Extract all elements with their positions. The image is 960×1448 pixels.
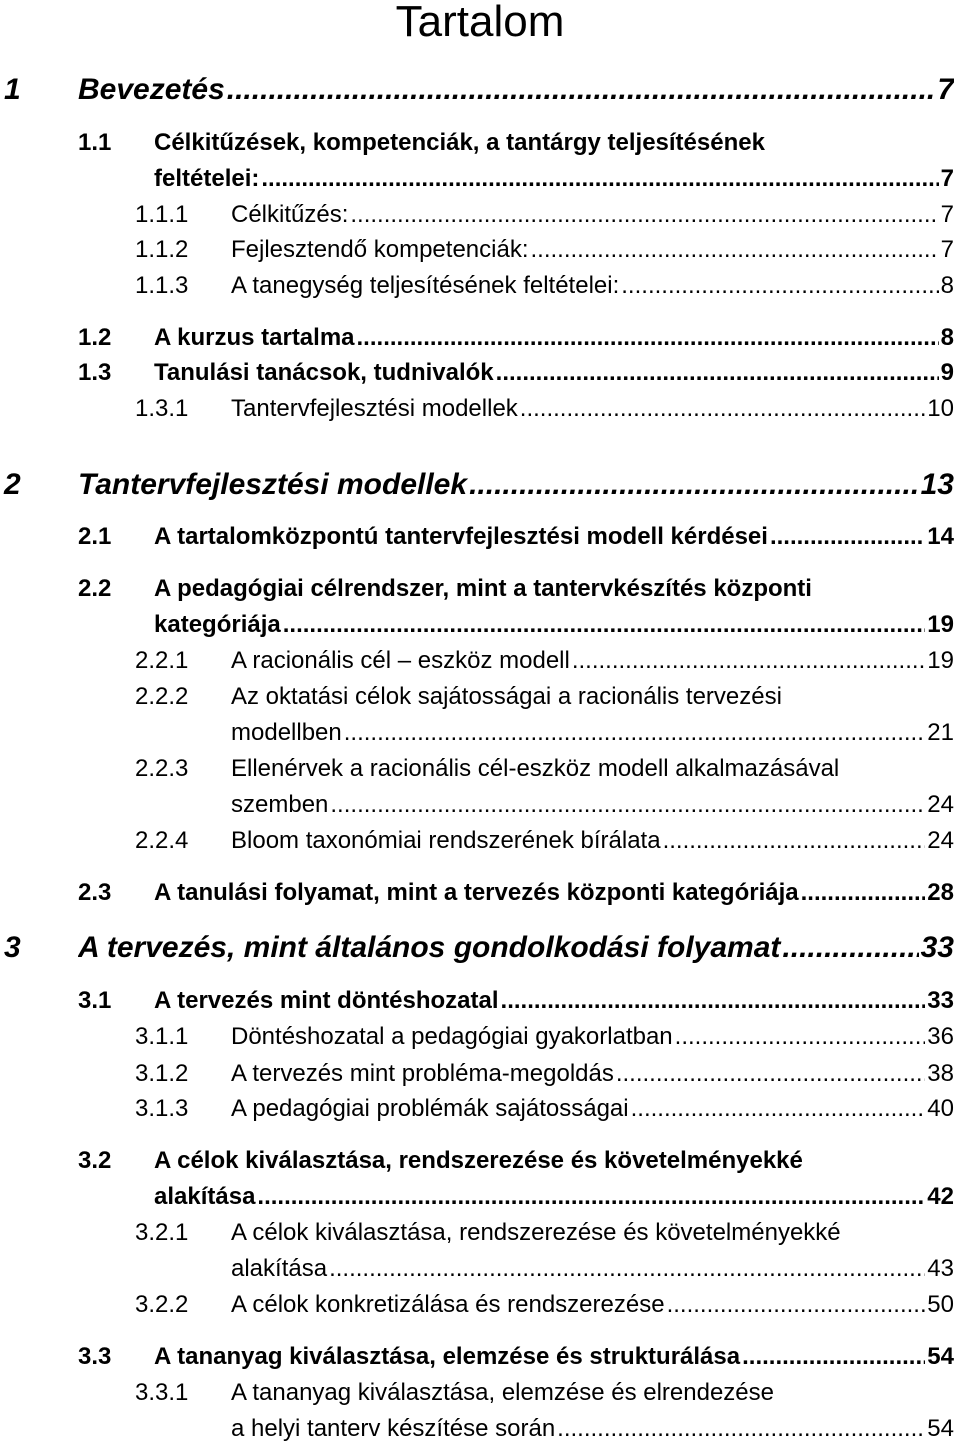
toc-entry-page: 10 xyxy=(927,395,954,422)
toc-entry-line xyxy=(231,393,954,425)
toc-entry-page: 54 xyxy=(927,1415,954,1442)
dot-leader xyxy=(501,985,926,1017)
toc-entry-number: 2 xyxy=(4,468,21,501)
toc-entry-line xyxy=(154,1181,954,1213)
toc-entry-page: 50 xyxy=(927,1291,954,1318)
toc-entry-title: alakítása xyxy=(231,1255,328,1282)
toc-entry-number: 1.1.3 xyxy=(135,272,189,299)
toc-entry-number: 1.1 xyxy=(78,129,112,156)
toc-entry-line xyxy=(154,521,954,553)
toc-entry-number: 3.2.2 xyxy=(135,1291,189,1318)
toc-entry-line xyxy=(78,465,954,505)
toc-entry-line xyxy=(231,1093,954,1125)
dot-leader xyxy=(616,1058,925,1090)
toc-entry-page: 24 xyxy=(927,827,954,854)
toc-entry-number: 2.2.2 xyxy=(135,683,189,710)
toc-entry-page: 42 xyxy=(927,1183,954,1210)
toc-entry-title: Célkitűzés: xyxy=(231,201,349,228)
dot-leader xyxy=(257,1181,925,1213)
toc-entry-number: 1 xyxy=(4,73,21,106)
toc-entry-line xyxy=(154,877,954,909)
toc-entry-page: 38 xyxy=(927,1060,954,1087)
toc-entry-page: 19 xyxy=(927,611,954,638)
toc-entry-title-first-line: Az oktatási célok sajátosságai a racionális tervezési xyxy=(231,683,782,710)
toc-entry-number: 3.3.1 xyxy=(135,1379,189,1406)
toc-entry-title-first-line: Célkitűzések, kompetenciák, a tantárgy teljesítésének xyxy=(154,129,765,156)
toc-entry-page: 7 xyxy=(940,236,954,263)
dot-leader xyxy=(631,1093,926,1125)
toc-entry-number: 3.2 xyxy=(78,1147,112,1174)
dot-leader xyxy=(469,465,919,505)
toc-entry-title: Fejlesztendő kompetenciák: xyxy=(231,236,529,263)
dot-leader xyxy=(227,70,936,110)
toc-entry-page: 21 xyxy=(927,719,954,746)
toc-entry-title: A kurzus tartalma xyxy=(154,324,355,351)
toc-entry-line xyxy=(154,163,954,195)
toc-entry-number: 3.2.1 xyxy=(135,1219,189,1246)
dot-leader xyxy=(770,521,925,553)
toc-entry-line xyxy=(231,717,954,749)
toc-entry-number: 3.3 xyxy=(78,1343,112,1370)
toc-entry-page: 8 xyxy=(940,272,954,299)
dot-leader xyxy=(557,1413,925,1445)
toc-entry-title: modellben xyxy=(231,719,342,746)
dot-leader xyxy=(329,1253,925,1285)
toc-entry-page: 54 xyxy=(927,1343,954,1370)
toc-entry-line xyxy=(154,985,954,1017)
dot-leader xyxy=(357,322,939,354)
toc-entry-title: alakítása xyxy=(154,1183,256,1210)
toc-entry-page: 7 xyxy=(940,165,954,192)
toc-entry-line xyxy=(154,322,954,354)
toc-entry-line xyxy=(231,234,954,266)
dot-leader xyxy=(675,1021,926,1053)
toc-entry-number: 3.1.3 xyxy=(135,1095,189,1122)
toc-entry-line xyxy=(231,825,954,857)
toc-entry-title: feltételei: xyxy=(154,165,260,192)
toc-entry-page: 14 xyxy=(927,523,954,550)
toc-entry-title: A tananyag kiválasztása, elemzése és strukturálása xyxy=(154,1343,741,1370)
toc-entry-title: A pedagógiai problémák sajátosságai xyxy=(231,1095,629,1122)
toc-entry-title-first-line: A pedagógiai célrendszer, mint a tantervkészítés központi xyxy=(154,575,812,602)
toc-entry-number: 2.1 xyxy=(78,523,112,550)
toc-entry-number: 1.3.1 xyxy=(135,395,189,422)
dot-leader xyxy=(572,645,925,677)
toc-entry-title: szemben xyxy=(231,791,329,818)
toc-entry-page: 9 xyxy=(940,359,954,386)
toc-entry-number: 2.2.3 xyxy=(135,755,189,782)
toc-entry-line xyxy=(231,1413,954,1445)
toc-entry-title-first-line: A célok kiválasztása, rendszerezése és követelményekké xyxy=(231,1219,841,1246)
toc-entry-number: 3 xyxy=(4,931,21,964)
toc-entry-line xyxy=(231,270,954,302)
toc-entry-number: 3.1 xyxy=(78,987,112,1014)
toc-entry-page: 19 xyxy=(927,647,954,674)
dot-leader xyxy=(621,270,938,302)
toc-entry-title: Bloom taxonómiai rendszerének bírálata xyxy=(231,827,661,854)
toc-entry-title-first-line: A célok kiválasztása, rendszerezése és követelményekké xyxy=(154,1147,803,1174)
toc-entry-line xyxy=(154,357,954,389)
dot-leader xyxy=(801,877,926,909)
toc-entry-number: 2.2.1 xyxy=(135,647,189,674)
toc-entry-page: 40 xyxy=(927,1095,954,1122)
dot-leader xyxy=(742,1341,925,1373)
toc-entry-page: 13 xyxy=(920,468,954,501)
dot-leader xyxy=(663,825,926,857)
toc-entry-title: Tantervfejlesztési modellek xyxy=(78,468,468,501)
toc-entry-title: A tervezés, mint általános gondolkodási folyamat xyxy=(78,931,781,964)
toc-entry-title: Döntéshozatal a pedagógiai gyakorlatban xyxy=(231,1023,673,1050)
toc-entry-number: 2.2 xyxy=(78,575,112,602)
toc-entry-line xyxy=(231,789,954,821)
toc-entry-page: 8 xyxy=(940,324,954,351)
toc-entry-number: 2.3 xyxy=(78,879,112,906)
toc-entry-number: 3.1.2 xyxy=(135,1060,189,1087)
toc-entry-line xyxy=(231,1058,954,1090)
toc-entry-page: 7 xyxy=(937,73,954,106)
toc-entry-number: 3.1.1 xyxy=(135,1023,189,1050)
toc-entry-page: 28 xyxy=(927,879,954,906)
dot-leader xyxy=(261,163,938,195)
toc-entry-line xyxy=(231,1289,954,1321)
toc-entry-title: Bevezetés xyxy=(78,73,225,106)
toc-entry-title: A tanulási folyamat, mint a tervezés központi kategóriája xyxy=(154,879,799,906)
toc-entry-line xyxy=(231,199,954,231)
toc-entry-line xyxy=(78,928,954,968)
toc-entry-line xyxy=(154,1341,954,1373)
toc-entry-number: 2.2.4 xyxy=(135,827,189,854)
dot-leader xyxy=(496,357,939,389)
toc-entry-line xyxy=(231,1021,954,1053)
toc-entry-title: A racionális cél – eszköz modell xyxy=(231,647,570,674)
toc-entry-page: 33 xyxy=(927,987,954,1014)
toc-entry-title-first-line: Ellenérvek a racionális cél-eszköz modell alkalmazásával xyxy=(231,755,840,782)
toc-entry-line xyxy=(231,1253,954,1285)
toc-entry-title-first-line: A tananyag kiválasztása, elemzése és elrendezése xyxy=(231,1379,774,1406)
toc-entry-page: 33 xyxy=(920,931,954,964)
toc-entry-title: Tantervfejlesztési modellek xyxy=(231,395,518,422)
dot-leader xyxy=(667,1289,926,1321)
toc-entry-title: Tanulási tanácsok, tudnivalók xyxy=(154,359,494,386)
page-title: Tartalom xyxy=(395,0,565,46)
toc-entry-title: A célok konkretizálása és rendszerezése xyxy=(231,1291,665,1318)
toc-entry-number: 1.1.2 xyxy=(135,236,189,263)
toc-entry-title: A tervezés mint probléma-megoldás xyxy=(231,1060,614,1087)
dot-leader xyxy=(344,717,926,749)
dot-leader xyxy=(350,199,938,231)
toc-entry-title: A tervezés mint döntéshozatal xyxy=(154,987,499,1014)
toc-entry-title: A tanegység teljesítésének feltételei: xyxy=(231,272,620,299)
toc-entry-line xyxy=(154,609,954,641)
dot-leader xyxy=(520,393,926,425)
toc-entry-title: kategóriája xyxy=(154,611,281,638)
toc-entry-line xyxy=(231,645,954,677)
toc-entry-page: 36 xyxy=(927,1023,954,1050)
dot-leader xyxy=(330,789,925,821)
toc-entry-page: 43 xyxy=(927,1255,954,1282)
toc-entry-number: 1.3 xyxy=(78,359,112,386)
dot-leader xyxy=(283,609,926,641)
toc-entry-page: 24 xyxy=(927,791,954,818)
toc-entry-line xyxy=(78,70,954,110)
toc-entry-title: a helyi tanterv készítése során xyxy=(231,1415,556,1442)
toc-entry-page: 7 xyxy=(940,201,954,228)
toc-entry-number: 1.2 xyxy=(78,324,112,351)
toc-entry-number: 1.1.1 xyxy=(135,201,189,228)
dot-leader xyxy=(782,928,918,968)
toc-entry-title: A tartalomközpontú tantervfejlesztési modell kérdései xyxy=(154,523,768,550)
dot-leader xyxy=(531,234,939,266)
